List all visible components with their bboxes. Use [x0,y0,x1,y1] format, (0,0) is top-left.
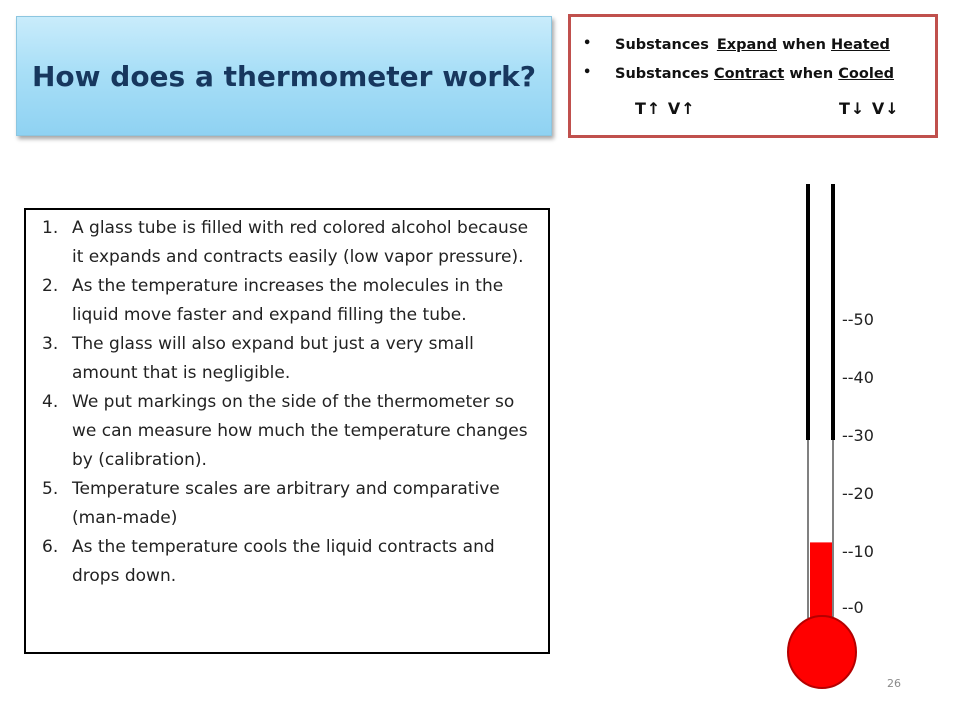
step-text: We put markings on the side of the thermometer so we can measure how much the temperature changes by (calibration). [72,392,528,470]
step-number: 6. [42,537,59,557]
scale-label-50: --50 [842,310,874,329]
step-number: 2. [42,276,59,296]
rule-contract-when: when [789,66,834,82]
thermometer-bulb [788,616,856,688]
rule-contract-verb: Contract [713,66,785,82]
scale-label-30: --30 [842,426,874,445]
rule-expand-subject: Substances [615,37,709,53]
step-number: 5. [42,479,59,499]
heated-temperature-volume: T↑ V↑ [635,99,696,118]
step-text: As the temperature cools the liquid contracts and drops down. [72,537,495,586]
rule-contract-subject: Substances [615,66,709,82]
rule-expand-condition: Heated [831,37,890,53]
scale-label-40: --40 [842,368,874,387]
step-number: 4. [42,392,59,412]
bullet-icon: • [583,65,592,80]
page-title: How does a thermometer work? [31,59,536,93]
step-text: Temperature scales are arbitrary and comparative (man-made) [72,479,500,528]
bullet-icon: • [583,36,592,51]
rule-expand-verb: Expand [716,37,777,53]
step-number: 3. [42,334,59,354]
step-text: A glass tube is filled with red colored alcohol because it expands and contracts easily (low vapor pressure). [72,218,529,267]
rule-expand-when: when [782,37,826,53]
rule-contract-condition: Cooled [838,66,895,82]
slide-number: 26 [887,677,901,690]
scale-label-0: --0 [842,598,864,617]
step-text: The glass will also expand but just a very small amount that is negligible. [72,334,474,383]
scale-label-20: --20 [842,484,874,503]
scale-label-10: --10 [842,542,874,561]
step-text: As the temperature increases the molecules in the liquid move faster and expand filling the tube. [72,276,504,325]
step-number: 1. [42,218,59,238]
cooled-temperature-volume: T↓ V↓ [839,99,900,118]
